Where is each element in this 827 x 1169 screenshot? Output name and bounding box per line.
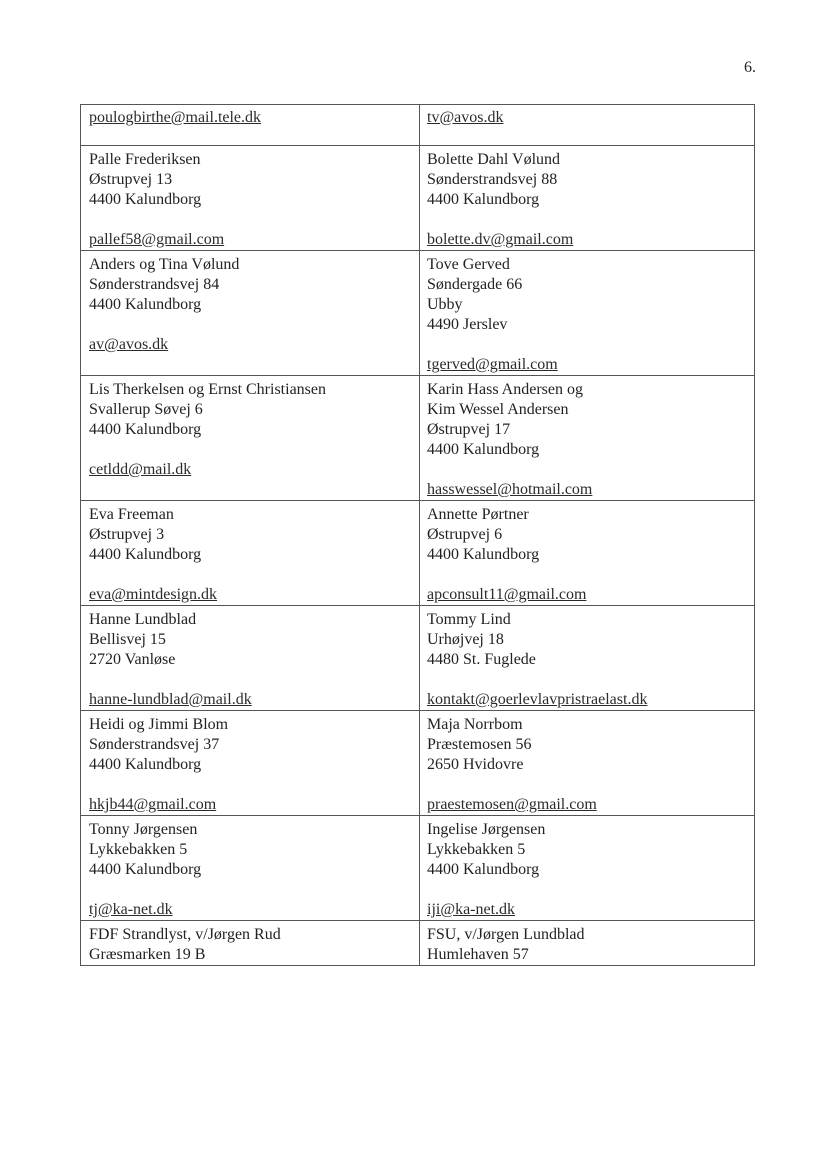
contact-email-link[interactable]: hkjb44@gmail.com	[89, 796, 217, 813]
contact-address-line: 2720 Vanløse	[89, 651, 176, 668]
contact-address-line: Urhøjvej 18	[427, 631, 504, 648]
contact-name: Eva Freeman	[89, 506, 174, 523]
contact-address-line: Sønderstrandsvej 37	[89, 736, 220, 753]
contact-name: Karin Hass Andersen og	[427, 381, 583, 398]
contact-address-line: Svallerup Søvej 6	[89, 401, 203, 418]
contact-name: Ingelise Jørgensen	[427, 821, 546, 838]
contact-name: Hanne Lundblad	[89, 611, 197, 628]
contact-row	[81, 146, 755, 251]
contact-row	[81, 711, 755, 816]
contact-address-line: 4490 Jerslev	[427, 316, 508, 333]
contact-email-link[interactable]: hanne-lundblad@mail.dk	[89, 691, 252, 708]
contact-address-line: Sønderstrandsvej 84	[89, 276, 220, 293]
contact-cell-left	[81, 146, 420, 251]
contact-email-link[interactable]: pallef58@gmail.com	[89, 231, 225, 248]
contact-email-link[interactable]: cetldd@mail.dk	[89, 461, 192, 478]
contact-name: Annette Pørtner	[427, 506, 529, 523]
contact-address-line: 2650 Hvidovre	[427, 756, 524, 773]
contact-email-link[interactable]: eva@mintdesign.dk	[89, 586, 218, 603]
contact-address-line: 4400 Kalundborg	[89, 861, 202, 878]
contact-name: Bolette Dahl Vølund	[427, 151, 561, 168]
contact-cell-right	[420, 251, 755, 376]
contact-address-line: Lykkebakken 5	[427, 841, 526, 858]
contact-address-line: 4400 Kalundborg	[427, 861, 540, 878]
contact-cell-right	[420, 501, 755, 606]
contact-cell-right	[420, 146, 755, 251]
contact-cell-left	[81, 606, 420, 711]
contact-address-line: Søndergade 66	[427, 276, 523, 293]
contact-address-line: Bellisvej 15	[89, 631, 166, 648]
contact-email-link[interactable]: tj@ka-net.dk	[89, 901, 173, 918]
contact-row	[81, 105, 755, 146]
contact-address-line: 4400 Kalundborg	[427, 191, 540, 208]
contact-name: Palle Frederiksen	[89, 151, 201, 168]
contact-address-line: 4400 Kalundborg	[89, 546, 202, 563]
contact-address-line: 4400 Kalundborg	[89, 421, 202, 438]
contact-name: Tommy Lind	[427, 611, 511, 628]
contact-cell-left	[81, 105, 420, 146]
contact-address-line: Lykkebakken 5	[89, 841, 188, 858]
contact-cell-left	[81, 501, 420, 606]
contact-address-line: Præstemosen 56	[427, 736, 532, 753]
contact-email-link[interactable]: tv@avos.dk	[427, 109, 504, 126]
contact-row	[81, 606, 755, 711]
contact-email-link[interactable]: kontakt@goerlevlavpristraelast.dk	[427, 691, 648, 708]
contact-cell-right	[420, 816, 755, 921]
contact-table-body	[81, 105, 755, 966]
contact-email-link[interactable]: poulogbirthe@mail.tele.dk	[89, 109, 262, 126]
contact-address-line: 4480 St. Fuglede	[427, 651, 536, 668]
contact-cell-left	[81, 711, 420, 816]
contact-row	[81, 816, 755, 921]
contact-address-line: Sønderstrandsvej 88	[427, 171, 558, 188]
contact-email-link[interactable]: hasswessel@hotmail.com	[427, 481, 593, 498]
contact-cell-right	[420, 711, 755, 816]
contact-name: Maja Norrbom	[427, 716, 523, 733]
contact-address-line: Ubby	[427, 296, 463, 313]
contact-cell-left	[81, 251, 420, 376]
contact-cell-left	[81, 816, 420, 921]
contact-address-line: Østrupvej 6	[427, 526, 503, 543]
contact-email-link[interactable]: av@avos.dk	[89, 336, 169, 353]
contact-row	[81, 501, 755, 606]
contact-cell-left	[81, 376, 420, 501]
contact-address-line: Kim Wessel Andersen	[427, 401, 569, 418]
contact-address-line: Østrupvej 3	[89, 526, 165, 543]
contact-address-line: 4400 Kalundborg	[427, 441, 540, 458]
contact-table	[80, 104, 755, 966]
contact-row	[81, 376, 755, 501]
contact-cell-right	[420, 606, 755, 711]
contact-name: FDF Strandlyst, v/Jørgen Rud	[89, 926, 281, 943]
contact-email-link[interactable]: iji@ka-net.dk	[427, 901, 516, 918]
contact-email-link[interactable]: bolette.dv@gmail.com	[427, 231, 574, 248]
contact-address-line: 4400 Kalundborg	[427, 546, 540, 563]
contact-address-line: Humlehaven 57	[427, 946, 529, 963]
page-number: 6.	[744, 59, 756, 76]
contact-name: Lis Therkelsen og Ernst Christiansen	[89, 381, 326, 398]
contact-cell-left	[81, 921, 420, 966]
contact-cell-right	[420, 105, 755, 146]
contact-name: Tonny Jørgensen	[89, 821, 198, 838]
contact-cell-right	[420, 376, 755, 501]
contact-name: Heidi og Jimmi Blom	[89, 716, 229, 733]
contact-email-link[interactable]: praestemosen@gmail.com	[427, 796, 597, 813]
contact-name: FSU, v/Jørgen Lundblad	[427, 926, 585, 943]
contact-cell-right	[420, 921, 755, 966]
contact-row	[81, 251, 755, 376]
contact-address-line: 4400 Kalundborg	[89, 756, 202, 773]
contact-email-link[interactable]: apconsult11@gmail.com	[427, 586, 587, 603]
contact-address-line: Østrupvej 17	[427, 421, 511, 438]
contact-address-line: 4400 Kalundborg	[89, 191, 202, 208]
contact-address-line: Græsmarken 19 B	[89, 946, 206, 963]
contact-address-line: Østrupvej 13	[89, 171, 173, 188]
contact-row	[81, 921, 755, 966]
contact-name: Tove Gerved	[427, 256, 510, 273]
contact-name: Anders og Tina Vølund	[89, 256, 240, 273]
contact-email-link[interactable]: tgerved@gmail.com	[427, 356, 558, 373]
contact-address-line: 4400 Kalundborg	[89, 296, 202, 313]
